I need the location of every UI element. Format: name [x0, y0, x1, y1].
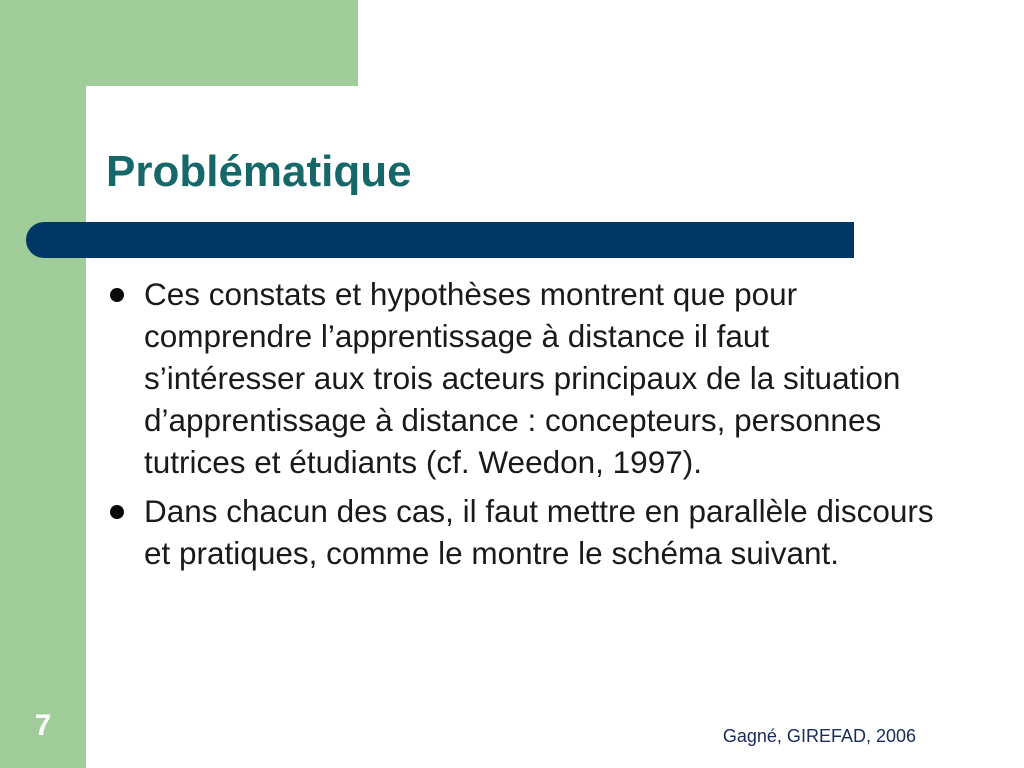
bullet-dot-icon: [110, 505, 124, 519]
bullet-list: [108, 273, 938, 581]
page-number: 7: [34, 709, 52, 742]
title-underline-bar: [26, 222, 854, 258]
bullet-text: Ces constats et hypothèses montrent que pour comprendre l’apprentissage à distance il faut s’intéresser aux trois acteurs principaux de la situation d’apprentissage à distance : concepteurs, personnes tutrices et étudiants (cf. Weedon, 1997).: [144, 276, 901, 480]
bullet-dot-icon: [110, 288, 124, 302]
green-top-band: [0, 0, 358, 86]
bullet-item: [108, 490, 938, 574]
footer-credit: Gagné, GIREFAD, 2006: [722, 726, 916, 746]
bullet-text: Dans chacun des cas, il faut mettre en parallèle discours et pratiques, comme le montre le schéma suivant.: [144, 493, 934, 571]
slide-title: Problématique: [106, 147, 412, 196]
bullet-item: [108, 273, 938, 483]
green-side-band: [0, 0, 86, 768]
